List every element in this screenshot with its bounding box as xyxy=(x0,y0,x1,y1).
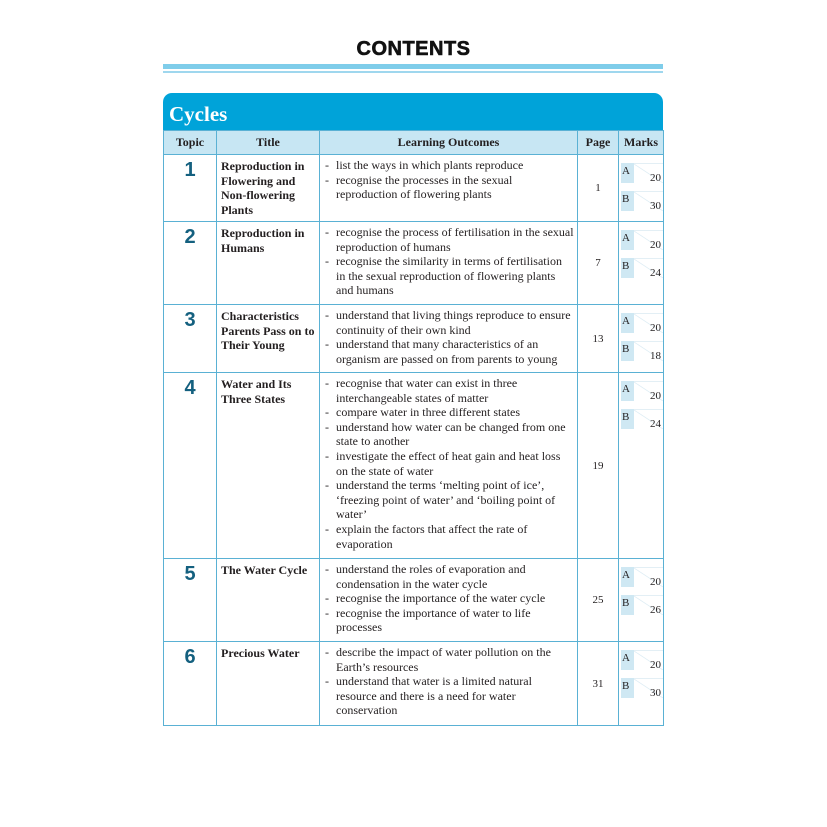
dash-bullet: - xyxy=(325,591,329,606)
learning-outcome-item xyxy=(323,606,574,635)
dash-bullet: - xyxy=(325,674,329,689)
topic-title: Characteristics Parents Pass on to Their Young xyxy=(217,305,320,373)
learning-outcome-text: recognise the process of fertilisation in the sexual reproduction of humans xyxy=(336,225,574,254)
dash-bullet: - xyxy=(325,405,329,420)
header-marks: Marks xyxy=(619,131,664,155)
dash-bullet: - xyxy=(325,158,329,172)
marks-box-a xyxy=(621,163,663,183)
learning-outcomes-cell xyxy=(320,155,578,222)
learning-outcomes-cell xyxy=(320,305,578,373)
learning-outcome-text: recognise the processes in the sexual reproduction of flowering plants xyxy=(336,172,513,202)
marks-value-b: 30 xyxy=(634,191,663,211)
marks-box-a xyxy=(621,313,663,333)
learning-outcome-item xyxy=(323,173,574,202)
learning-outcome-text: describe the impact of water pollution on the Earth’s resources xyxy=(336,645,551,674)
learning-outcome-text: investigate the effect of heat gain and heat loss on the state of water xyxy=(336,448,561,478)
learning-outcome-text: understand how water can be changed from one state to another xyxy=(336,419,566,449)
learning-outcome-text: recognise the similarity in terms of fertilisation in the sexual reproduction of flowering plants and humans xyxy=(336,254,562,298)
learning-outcome-text: recognise the importance of the water cycle xyxy=(336,591,546,606)
learning-outcomes-list xyxy=(323,562,574,635)
marks-label-a: A xyxy=(621,650,634,670)
table-row xyxy=(164,305,664,373)
marks-box-b xyxy=(621,678,663,698)
marks-value-b: 24 xyxy=(634,409,663,429)
marks-box-a xyxy=(621,381,663,401)
section-title: Cycles xyxy=(169,102,228,126)
marks-box-b xyxy=(621,409,663,429)
page-number: 25 xyxy=(578,559,619,642)
marks-value-a: 20 xyxy=(634,230,663,250)
learning-outcome-text: list the ways in which plants reproduce xyxy=(336,158,524,172)
learning-outcomes-list xyxy=(323,645,574,718)
marks-label-b: B xyxy=(621,678,634,698)
learning-outcome-item xyxy=(323,225,574,254)
learning-outcome-text: understand that living things reproduce to ensure continuity of their own kind xyxy=(336,308,571,337)
marks-value-a: 20 xyxy=(634,567,663,587)
topic-number: 6 xyxy=(164,642,217,726)
page-number: 7 xyxy=(578,222,619,305)
marks-box-b xyxy=(621,191,663,211)
marks-value-a: 20 xyxy=(634,381,663,401)
learning-outcome-item xyxy=(323,522,574,551)
learning-outcomes-list xyxy=(323,376,574,551)
learning-outcome-item xyxy=(323,337,574,366)
learning-outcome-item xyxy=(323,254,574,298)
header-topic: Topic xyxy=(164,131,217,155)
marks-label-b: B xyxy=(621,258,634,278)
topic-title: Reproduction in Humans xyxy=(217,222,320,305)
header-page: Page xyxy=(578,131,619,155)
page-title: CONTENTS xyxy=(356,38,471,60)
topic-title: Water and Its Three States xyxy=(217,373,320,559)
learning-outcome-item xyxy=(323,376,574,405)
dash-bullet: - xyxy=(325,308,329,322)
learning-outcome-text: explain the factors that affect the rate of evaporation xyxy=(336,521,528,551)
learning-outcomes-cell xyxy=(320,222,578,305)
marks-label-b: B xyxy=(621,595,634,615)
contents-table xyxy=(163,130,664,726)
marks-box-b xyxy=(621,341,663,361)
learning-outcome-text: understand the terms ‘melting point of ice’, ‘freezing point of water’ and ‘boiling point of water’ xyxy=(336,478,556,522)
marks-label-b: B xyxy=(621,409,634,429)
marks-label-a: A xyxy=(621,313,634,333)
marks-value-a: 20 xyxy=(634,650,663,670)
dash-bullet: - xyxy=(325,376,329,390)
learning-outcomes-cell xyxy=(320,373,578,559)
marks-label-a: A xyxy=(621,230,634,250)
marks-cell xyxy=(619,642,664,726)
table-row xyxy=(164,222,664,305)
learning-outcome-item xyxy=(323,308,574,337)
title-underline-thin xyxy=(163,71,663,73)
marks-box-a xyxy=(621,230,663,250)
learning-outcome-item xyxy=(323,674,574,718)
topic-title: Precious Water xyxy=(217,642,320,726)
topic-number: 4 xyxy=(164,373,217,559)
learning-outcome-text: recognise the importance of water to life processes xyxy=(336,605,531,635)
topic-number: 2 xyxy=(164,222,217,305)
dash-bullet: - xyxy=(325,254,329,269)
marks-value-a: 20 xyxy=(634,313,663,333)
learning-outcome-item xyxy=(323,405,574,420)
table-row xyxy=(164,642,664,726)
title-underline-thick xyxy=(163,64,663,69)
page-number: 13 xyxy=(578,305,619,373)
marks-cell xyxy=(619,155,664,222)
learning-outcomes-cell xyxy=(320,559,578,642)
dash-bullet: - xyxy=(325,225,329,239)
marks-box-b xyxy=(621,595,663,615)
marks-label-a: A xyxy=(621,381,634,401)
header-learning-outcomes: Learning Outcomes xyxy=(320,131,578,155)
marks-cell xyxy=(619,305,664,373)
table-row xyxy=(164,155,664,222)
learning-outcome-text: recognise that water can exist in three interchangeable states of matter xyxy=(336,376,518,405)
topic-number: 1 xyxy=(164,155,217,222)
marks-box-a xyxy=(621,567,663,587)
marks-value-a: 20 xyxy=(634,163,663,183)
marks-box-b xyxy=(621,258,663,278)
dash-bullet: - xyxy=(325,337,329,352)
marks-value-b: 30 xyxy=(634,678,663,698)
dash-bullet: - xyxy=(325,645,329,659)
page-number: 19 xyxy=(578,373,619,559)
marks-cell xyxy=(619,559,664,642)
table-row xyxy=(164,373,664,559)
dash-bullet: - xyxy=(325,521,329,536)
learning-outcomes-list xyxy=(323,308,574,366)
learning-outcome-item xyxy=(323,591,574,606)
marks-label-b: B xyxy=(621,341,634,361)
learning-outcome-item xyxy=(323,420,574,449)
learning-outcome-text: understand that water is a limited natural resource and there is a need for water conservation xyxy=(336,674,532,718)
table-header-row xyxy=(164,131,664,155)
marks-value-b: 26 xyxy=(634,595,663,615)
topic-number: 5 xyxy=(164,559,217,642)
dash-bullet: - xyxy=(325,172,329,187)
topic-title: The Water Cycle xyxy=(217,559,320,642)
marks-value-b: 24 xyxy=(634,258,663,278)
learning-outcomes-list xyxy=(323,158,574,202)
learning-outcome-item xyxy=(323,449,574,478)
section-header-band xyxy=(163,93,663,130)
marks-label-a: A xyxy=(621,163,634,183)
marks-label-b: B xyxy=(621,191,634,211)
page-number: 31 xyxy=(578,642,619,726)
learning-outcome-item xyxy=(323,562,574,591)
learning-outcome-item xyxy=(323,645,574,674)
topic-number: 3 xyxy=(164,305,217,373)
learning-outcome-item xyxy=(323,158,574,173)
marks-cell xyxy=(619,373,664,559)
dash-bullet: - xyxy=(325,605,329,620)
marks-box-a xyxy=(621,650,663,670)
dash-bullet: - xyxy=(325,448,329,463)
dash-bullet: - xyxy=(325,562,329,576)
learning-outcomes-cell xyxy=(320,642,578,726)
learning-outcome-text: understand the roles of evaporation and condensation in the water cycle xyxy=(336,562,526,591)
dash-bullet: - xyxy=(325,419,329,434)
learning-outcomes-list xyxy=(323,225,574,298)
topic-title: Reproduction in Flowering and Non-flowering Plants xyxy=(217,155,320,222)
header-title: Title xyxy=(217,131,320,155)
marks-value-b: 18 xyxy=(634,341,663,361)
marks-cell xyxy=(619,222,664,305)
table-row xyxy=(164,559,664,642)
dash-bullet: - xyxy=(325,478,329,493)
learning-outcome-text: compare water in three different states xyxy=(336,405,521,420)
marks-label-a: A xyxy=(621,567,634,587)
page-number: 1 xyxy=(578,155,619,222)
learning-outcome-item xyxy=(323,478,574,522)
learning-outcome-text: understand that many characteristics of an organism are passed on from parents to young xyxy=(336,337,558,366)
